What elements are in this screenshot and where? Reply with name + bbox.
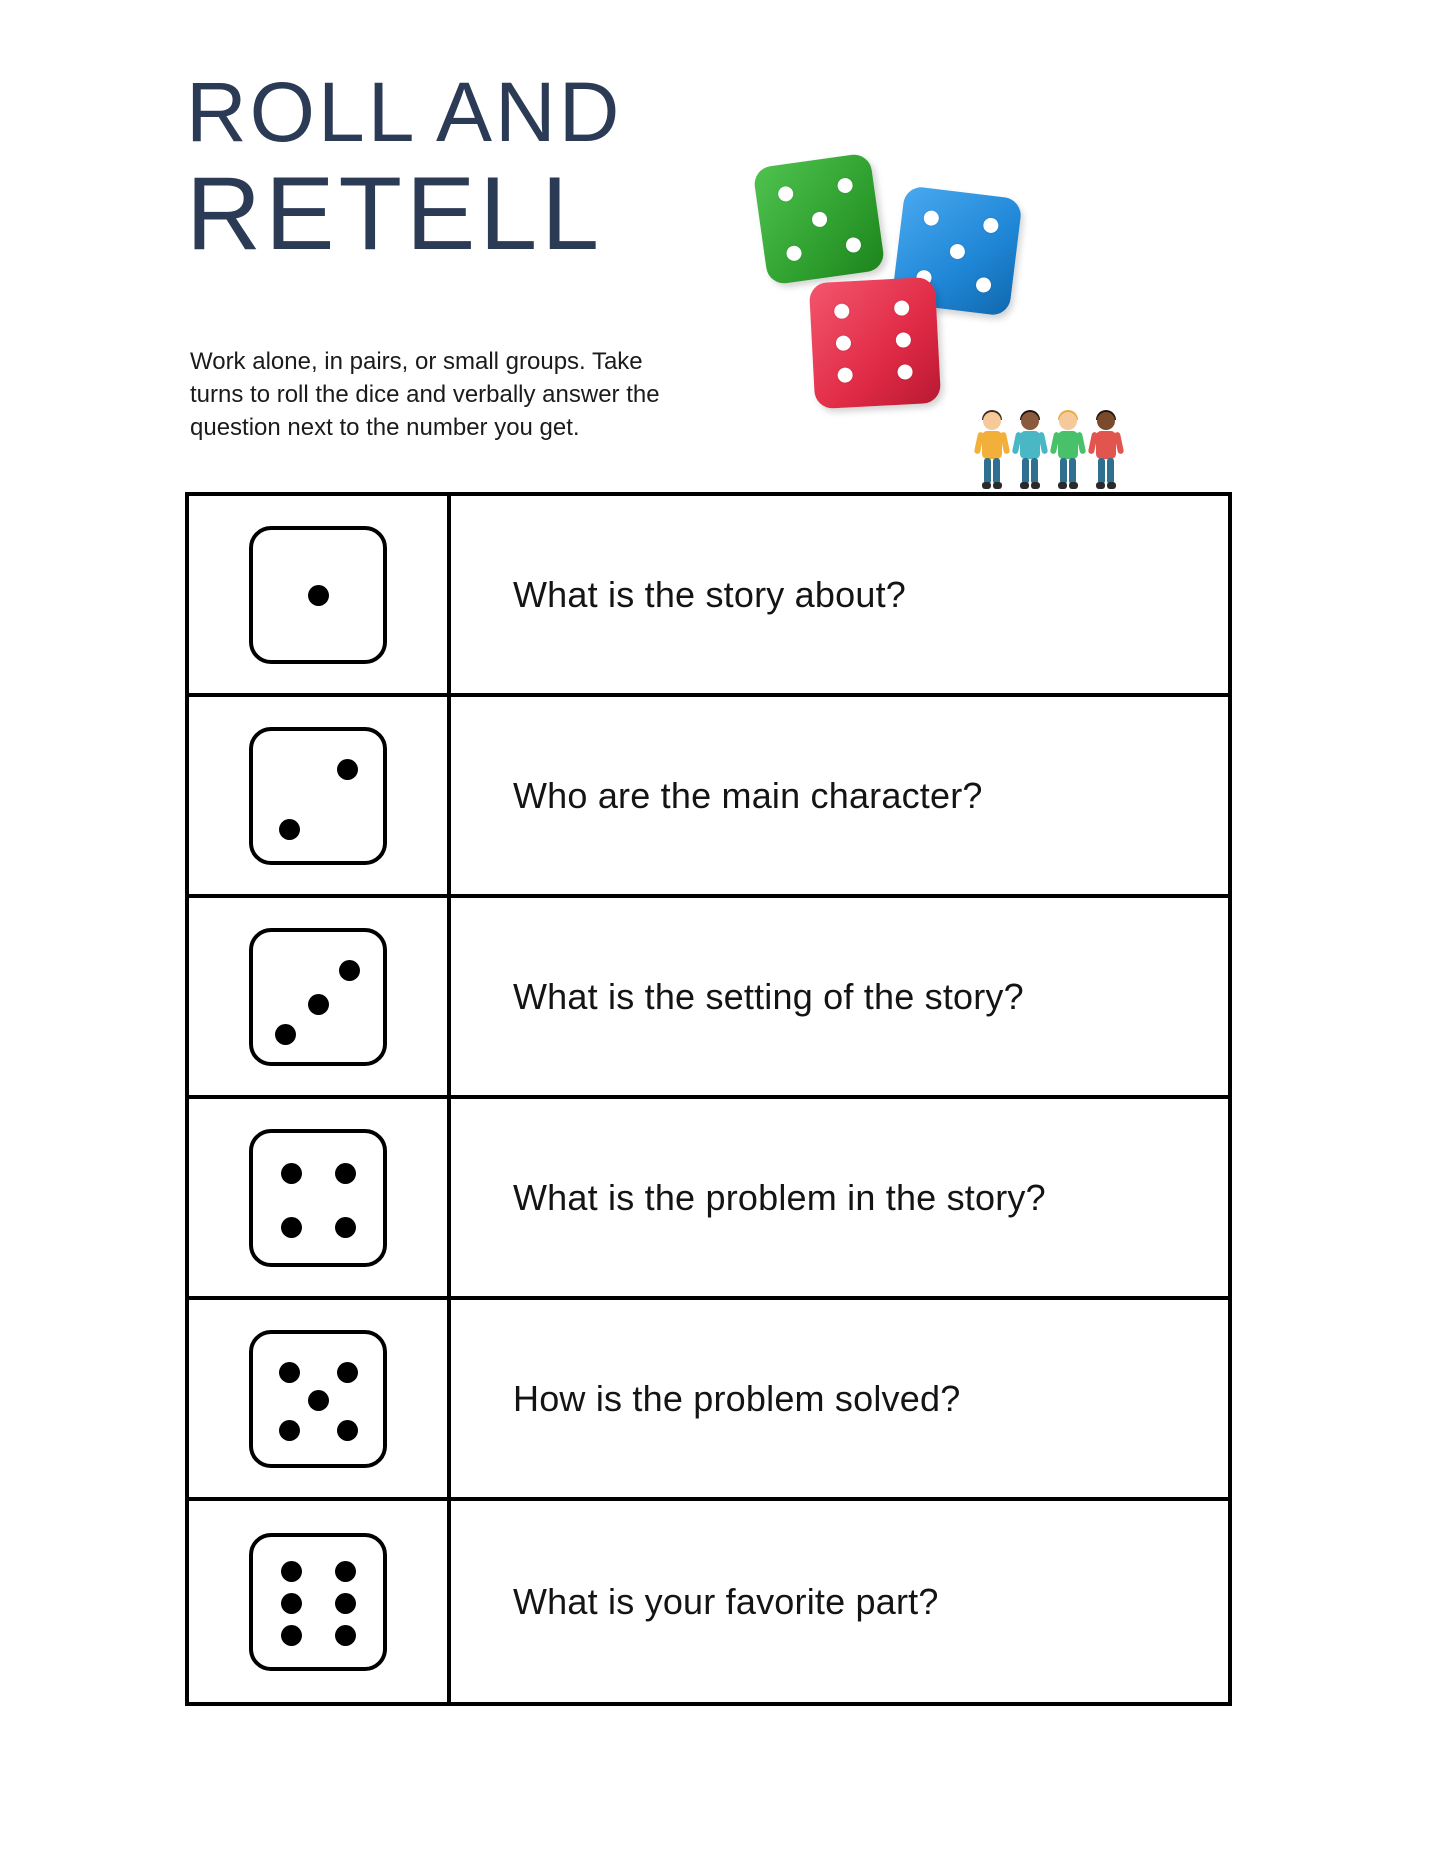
die-cell (189, 1099, 451, 1296)
die-cell (189, 1300, 451, 1497)
kid-1-figure (975, 412, 1009, 490)
kid-2-figure (1013, 412, 1047, 490)
children-illustration (975, 400, 1145, 490)
die-cell (189, 1501, 451, 1702)
red-die-icon (809, 277, 941, 409)
die-face-1-icon (249, 526, 387, 664)
question-cell (451, 697, 1228, 894)
question-text: What is your favorite part? (513, 1580, 939, 1622)
kid-4-figure (1089, 412, 1123, 490)
question-text: What is the setting of the story? (513, 975, 1024, 1017)
green-die-icon (752, 152, 885, 285)
die-face-5-icon (249, 1330, 387, 1468)
question-cell (451, 1300, 1228, 1497)
question-cell (451, 1099, 1228, 1296)
table-row (189, 697, 1228, 898)
die-face-2-icon (249, 727, 387, 865)
kid-3-figure (1051, 412, 1085, 490)
question-text: What is the problem in the story? (513, 1176, 1046, 1218)
question-cell (451, 1501, 1228, 1702)
die-cell (189, 697, 451, 894)
dice-illustration (750, 150, 1050, 420)
table-row (189, 1099, 1228, 1300)
die-face-6-icon (249, 1533, 387, 1671)
question-cell (451, 496, 1228, 693)
question-text: What is the story about? (513, 573, 906, 615)
question-text: Who are the main character? (513, 774, 983, 816)
table-row (189, 496, 1228, 697)
question-text: How is the problem solved? (513, 1377, 961, 1419)
question-table (185, 492, 1232, 1706)
title-line-2: RETELL (186, 156, 604, 272)
die-face-4-icon (249, 1129, 387, 1267)
table-row (189, 898, 1228, 1099)
question-cell (451, 898, 1228, 1095)
table-row (189, 1501, 1228, 1702)
die-cell (189, 898, 451, 1095)
die-face-3-icon (249, 928, 387, 1066)
table-row (189, 1300, 1228, 1501)
die-cell (189, 496, 451, 693)
page-title (186, 65, 806, 272)
title-line-1: ROLL AND (186, 65, 623, 159)
instructions-text: Work alone, in pairs, or small groups. Take turns to roll the dice and verbally answer the question next to the number you get. (190, 348, 660, 442)
